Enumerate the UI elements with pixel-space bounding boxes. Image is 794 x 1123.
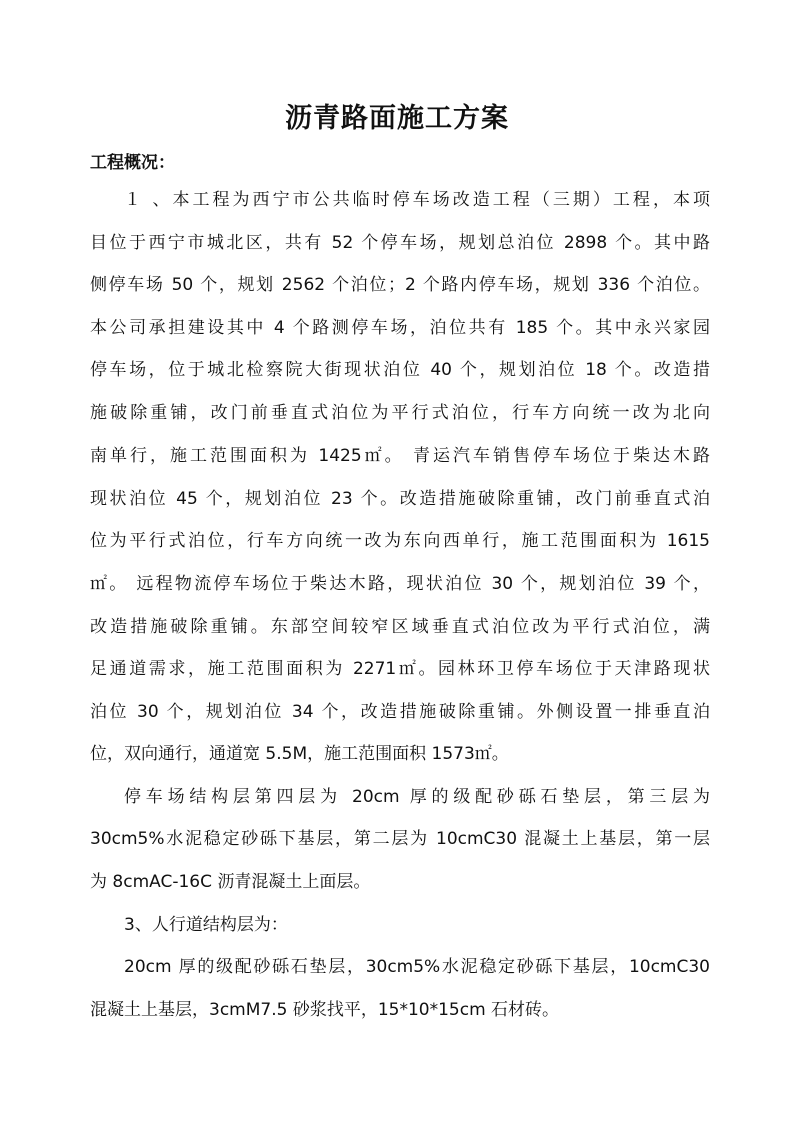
paragraph-line: 停车场，位于城北检察院大街现状泊位 40 个，规划泊位 18 个。改造措: [90, 360, 710, 380]
paragraph-line: 泊位 30 个，规划泊位 34 个，改造措施破除重铺。外侧设置一排垂直泊: [90, 702, 710, 722]
paragraph-line: １ 、本工程为西宁市公共临时停车场改造工程（三期）工程，本项: [124, 190, 710, 210]
paragraph-line: 改造措施破除重铺。东部空间较窄区域垂直式泊位改为平行式泊位，满: [90, 617, 710, 637]
paragraph-line: 30cm5%水泥稳定砂砾下基层，第二层为 10cmC30 混凝土上基层，第一层: [90, 829, 710, 849]
paragraph-line: 现状泊位 45 个，规划泊位 23 个。改造措施破除重铺，改门前垂直式泊: [90, 489, 710, 509]
paragraph-line: 为 8cmAC-16C 沥青混凝土上面层。: [90, 872, 371, 892]
paragraph-line: 侧停车场 50 个，规划 2562 个泊位；2 个路内停车场，规划 336 个泊位。: [90, 275, 710, 295]
paragraph-line: 足通道需求，施工范围面积为 2271㎡。园林环卫停车场位于天津路现状: [90, 659, 710, 679]
paragraph-line: 混凝土上基层，3cmM7.5 砂浆找平，15*10*15cm 石材砖。: [90, 1000, 560, 1020]
paragraph-line: 3、人行道结构层为：: [124, 915, 288, 935]
paragraph-line: 本公司承担建设其中 4 个路测停车场，泊位共有 185 个。其中永兴家园: [90, 318, 710, 338]
paragraph-line: 施破除重铺，改门前垂直式泊位为平行式泊位，行车方向统一改为北向: [90, 403, 710, 423]
document-title: 沥青路面施工方案: [285, 103, 509, 134]
paragraph-line: 南单行，施工范围面积为 1425㎡。 青运汽车销售停车场位于柴达木路: [90, 446, 710, 466]
paragraph-line: 位为平行式泊位，行车方向统一改为东向西单行，施工范围面积为 1615: [90, 531, 710, 551]
section-heading: 工程概况：: [90, 153, 175, 173]
paragraph-line: 位，双向通行，通道宽 5.5M，施工范围面积 1573㎡。: [90, 744, 509, 764]
paragraph-line: 停车场结构层第四层为 20cm 厚的级配砂砾石垫层，第三层为: [124, 787, 710, 807]
paragraph-line: ㎡。 远程物流停车场位于柴达木路，现状泊位 30 个，规划泊位 39 个，: [90, 574, 710, 594]
paragraph-line: 20cm 厚的级配砂砾石垫层，30cm5%水泥稳定砂砾下基层，10cmC30: [124, 957, 710, 977]
paragraph-line: 目位于西宁市城北区，共有 52 个停车场，规划总泊位 2898 个。其中路: [90, 233, 710, 253]
